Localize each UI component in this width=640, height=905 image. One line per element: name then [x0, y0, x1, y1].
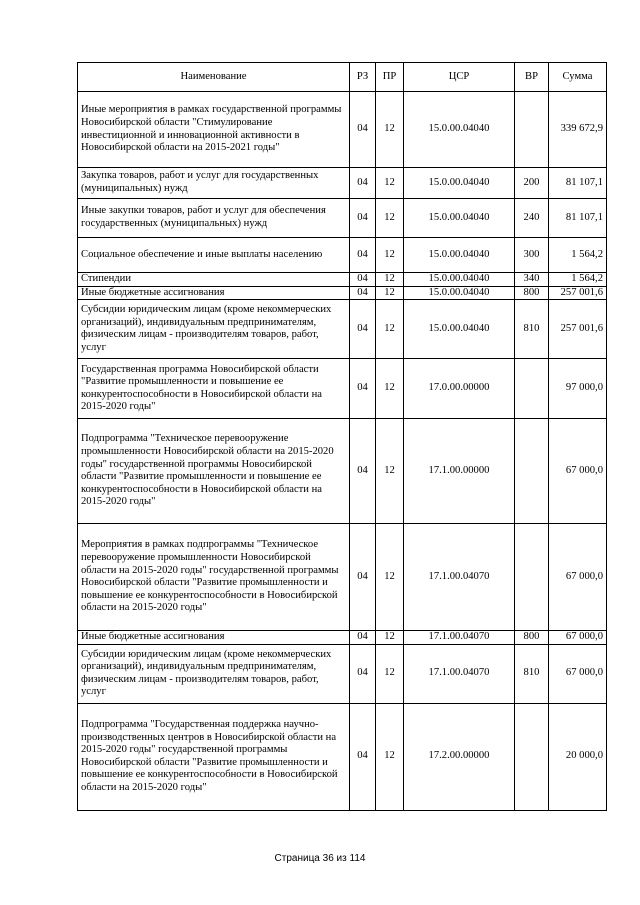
cell-csr: 15.0.00.04040 — [404, 300, 515, 359]
cell-csr: 17.1.00.04070 — [404, 631, 515, 645]
cell-name: Субсидии юридическим лицам (кроме некоммерческих организаций), индивидуальным предпринимателям, физическим лицам - производителям товаров, работ, услуг — [78, 644, 350, 703]
cell-sum: 1 564,2 — [549, 238, 607, 273]
cell-pr: 12 — [376, 199, 404, 238]
cell-pr: 12 — [376, 300, 404, 359]
header-csr: ЦСР — [404, 63, 515, 92]
cell-rz: 04 — [350, 168, 376, 199]
cell-name: Иные мероприятия в рамках государственной программы Новосибирской области "Стимулирование инвестиционной и инновационной активности в Новосибирской области на 2015-2021 годы" — [78, 92, 350, 168]
cell-sum: 257 001,6 — [549, 286, 607, 300]
cell-name: Подпрограмма "Техническое перевооружение промышленности Новосибирской области на 2015-2020 годы" государственной программы Новосибирской области "Развитие промышленности и повышение ее конкурентоспособности в Новосибирской области на 2015-2020 годы" — [78, 419, 350, 524]
table-row — [78, 92, 607, 168]
cell-vr: 340 — [515, 273, 549, 287]
cell-csr: 17.1.00.04070 — [404, 524, 515, 631]
cell-sum: 1 564,2 — [549, 273, 607, 287]
cell-name: Иные закупки товаров, работ и услуг для обеспечения государственных (муниципальных) нужд — [78, 199, 350, 238]
cell-csr: 17.0.00.00000 — [404, 359, 515, 419]
page-number: Страница 36 из 114 — [274, 853, 366, 864]
cell-pr: 12 — [376, 524, 404, 631]
header-vr: ВР — [515, 63, 549, 92]
cell-csr: 17.1.00.00000 — [404, 419, 515, 524]
cell-pr: 12 — [376, 273, 404, 287]
cell-rz: 04 — [350, 359, 376, 419]
header-sum: Сумма — [549, 63, 607, 92]
cell-name: Социальное обеспечение и иные выплаты населению — [78, 238, 350, 273]
table-header-row — [78, 63, 607, 92]
cell-rz: 04 — [350, 703, 376, 810]
table-row — [78, 273, 607, 287]
cell-vr — [515, 703, 549, 810]
cell-sum: 67 000,0 — [549, 644, 607, 703]
cell-pr: 12 — [376, 703, 404, 810]
cell-pr: 12 — [376, 359, 404, 419]
cell-vr: 800 — [515, 286, 549, 300]
cell-sum: 81 107,1 — [549, 199, 607, 238]
table-row — [78, 631, 607, 645]
cell-vr — [515, 419, 549, 524]
cell-name: Субсидии юридическим лицам (кроме некоммерческих организаций), индивидуальным предпринимателям, физическим лицам - производителям товаров, работ, услуг — [78, 300, 350, 359]
cell-vr — [515, 359, 549, 419]
cell-name: Закупка товаров, работ и услуг для государственных (муниципальных) нужд — [78, 168, 350, 199]
table-row — [78, 703, 607, 810]
cell-rz: 04 — [350, 238, 376, 273]
header-pr: ПР — [376, 63, 404, 92]
header-rz: РЗ — [350, 63, 376, 92]
table-row — [78, 238, 607, 273]
cell-sum: 67 000,0 — [549, 419, 607, 524]
table-row — [78, 168, 607, 199]
cell-name: Подпрограмма "Государственная поддержка научно-производственных центров в Новосибирской области на 2015-2020 годы" государственной программы Новосибирской области "Развитие промышленности и повышение ее конкурентоспособности в Новосибирской области на 2015-2020 годы" — [78, 703, 350, 810]
cell-csr: 15.0.00.04040 — [404, 238, 515, 273]
cell-name: Мероприятия в рамках подпрограммы "Техническое перевооружение промышленности Новосибирской области на 2015-2020 годы" государственной программы Новосибирской области "Развитие промышленности и повышение ее конкурентоспособности в Новосибирской области на 2015-2020 годы" — [78, 524, 350, 631]
table-row — [78, 199, 607, 238]
cell-name: Иные бюджетные ассигнования — [78, 286, 350, 300]
cell-rz: 04 — [350, 419, 376, 524]
cell-rz: 04 — [350, 199, 376, 238]
cell-pr: 12 — [376, 419, 404, 524]
cell-pr: 12 — [376, 238, 404, 273]
cell-rz: 04 — [350, 286, 376, 300]
cell-pr: 12 — [376, 286, 404, 300]
cell-sum: 97 000,0 — [549, 359, 607, 419]
cell-csr: 15.0.00.04040 — [404, 199, 515, 238]
cell-rz: 04 — [350, 300, 376, 359]
cell-name: Государственная программа Новосибирской области "Развитие промышленности и повышение ее конкурентоспособности в Новосибирской области на 2015-2020 годы" — [78, 359, 350, 419]
table-row — [78, 419, 607, 524]
cell-sum: 67 000,0 — [549, 631, 607, 645]
cell-pr: 12 — [376, 92, 404, 168]
cell-csr: 17.1.00.04070 — [404, 644, 515, 703]
table-row — [78, 644, 607, 703]
table-row — [78, 524, 607, 631]
cell-csr: 17.2.00.00000 — [404, 703, 515, 810]
cell-pr: 12 — [376, 631, 404, 645]
cell-csr: 15.0.00.04040 — [404, 286, 515, 300]
cell-rz: 04 — [350, 92, 376, 168]
cell-rz: 04 — [350, 644, 376, 703]
cell-vr: 240 — [515, 199, 549, 238]
cell-rz: 04 — [350, 273, 376, 287]
cell-pr: 12 — [376, 168, 404, 199]
cell-vr — [515, 92, 549, 168]
cell-sum: 257 001,6 — [549, 300, 607, 359]
cell-rz: 04 — [350, 631, 376, 645]
cell-vr — [515, 524, 549, 631]
cell-csr: 15.0.00.04040 — [404, 168, 515, 199]
header-name: Наименование — [78, 63, 350, 92]
cell-vr: 810 — [515, 644, 549, 703]
cell-rz: 04 — [350, 524, 376, 631]
cell-sum: 81 107,1 — [549, 168, 607, 199]
table-row — [78, 359, 607, 419]
table-row — [78, 286, 607, 300]
cell-name: Стипендии — [78, 273, 350, 287]
cell-pr: 12 — [376, 644, 404, 703]
cell-vr: 300 — [515, 238, 549, 273]
cell-vr: 810 — [515, 300, 549, 359]
cell-sum: 339 672,9 — [549, 92, 607, 168]
cell-name: Иные бюджетные ассигнования — [78, 631, 350, 645]
cell-csr: 15.0.00.04040 — [404, 92, 515, 168]
cell-vr: 800 — [515, 631, 549, 645]
table-row — [78, 300, 607, 359]
cell-sum: 67 000,0 — [549, 524, 607, 631]
cell-sum: 20 000,0 — [549, 703, 607, 810]
cell-vr: 200 — [515, 168, 549, 199]
cell-csr: 15.0.00.04040 — [404, 273, 515, 287]
budget-table — [77, 62, 607, 811]
